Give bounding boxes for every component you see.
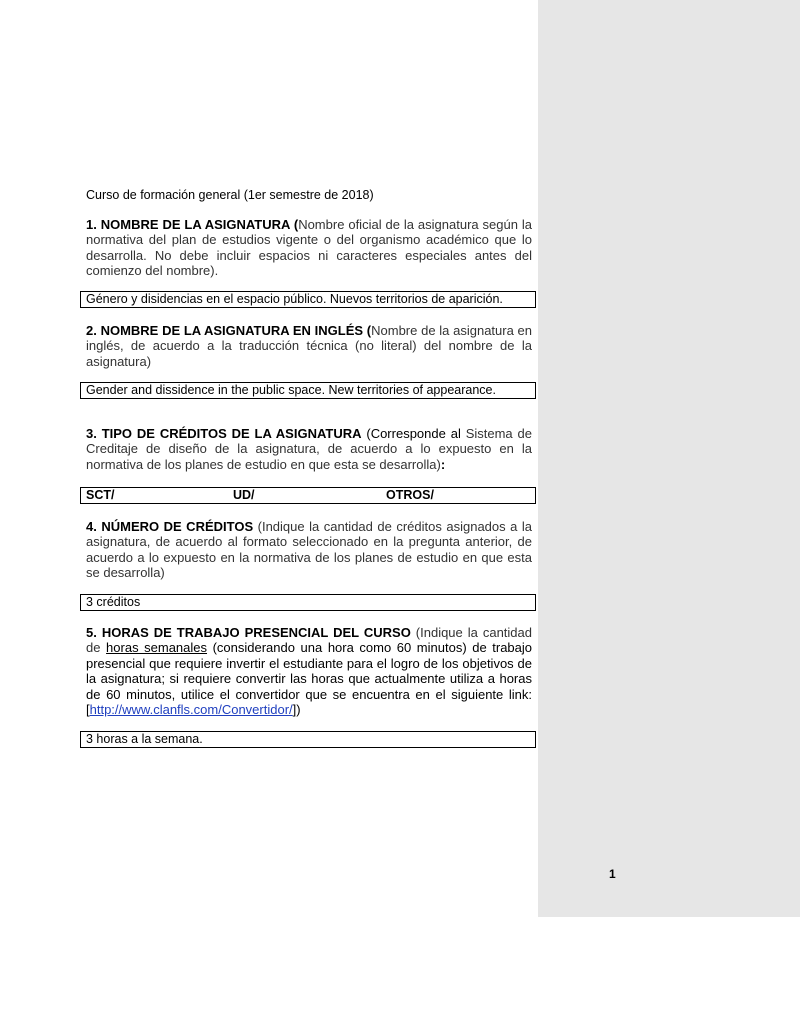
section-5-description-post: ]) [292,702,301,718]
section-2-description: Nombre de la asignatura en inglés, de acuerdo a la traducción técnica (no literal) del nombre de la asignatura) [86,323,533,369]
section-1-answer[interactable]: Género y disidencias en el espacio público. Nuevos territorios de aparición. [80,291,536,308]
section-4-prompt [86,519,532,581]
section-2-title: 2. NOMBRE DE LA ASIGNATURA EN INGLÉS ( [86,323,372,338]
section-1-title: 1. NOMBRE DE LA ASIGNATURA ( [86,217,299,232]
section-2-prompt [86,323,532,369]
course-label: Curso de formación general (1er semestre de 2018) [86,188,374,202]
section-2-answer[interactable]: Gender and dissidence in the public space. New territories of appearance. [80,382,536,399]
section-3-description: Sistema de Creditaje de diseño de la asignatura, de acuerdo a lo expuesto en la normativa de los planes de estudio en que esta se desarrolla) [86,426,532,472]
credit-type-otros: OTROS/ [386,488,434,502]
section-4-description: (Indique la cantidad de créditos asignados a la asignatura, de acuerdo al formato seleccionado en la pregunta anterior, de acuerdo a lo expuesto en la normativa de los planes de estudio en que esta se desarrolla) [86,519,532,581]
page-number: 1 [609,867,616,881]
section-1-prompt [86,217,532,279]
section-5-title: 5. HORAS DE TRABAJO PRESENCIAL DEL CURSO [86,625,411,640]
section-5-prompt [86,625,532,717]
section-5-description: (considerando una hora como 60 minutos) de trabajo presencial que requiere invertir el estudiante para el logro de los objetivos de la asignatura; si requiere convertir las horas que actualmente utiliza a horas de 60 minutos, utilice el convertidor que se encuentra en el siguiente link: [ [86,640,533,718]
convertidor-link[interactable]: http://www.clanfls.com/Convertidor/ [89,702,293,718]
section-4-answer[interactable]: 3 créditos [80,594,536,611]
section-4-title: 4. NÚMERO DE CRÉDITOS [86,519,254,534]
section-3-title: 3. TIPO DE CRÉDITOS DE LA ASIGNATURA [86,426,362,441]
section-5-underlined: horas semanales [106,640,208,656]
section-5-description-pre: (Indique la cantidad de [86,625,532,656]
credit-type-sct: SCT/ [86,488,115,502]
comment-markup-pane [538,0,800,917]
section-1-description: Nombre oficial de la asignatura según la normativa del plan de estudios vigente o del organismo académico que lo desarrolla. No debe incluir espacios ni caracteres especiales antes del comienzo del nombre). [86,217,532,279]
section-3-suffix: : [440,456,446,472]
credit-type-ud: UD/ [233,488,255,502]
section-3-prompt [86,426,532,472]
section-3-credit-types-row[interactable] [80,487,536,504]
section-3-description-pre: (Corresponde al [361,426,466,441]
section-5-answer[interactable]: 3 horas a la semana. [80,731,536,748]
